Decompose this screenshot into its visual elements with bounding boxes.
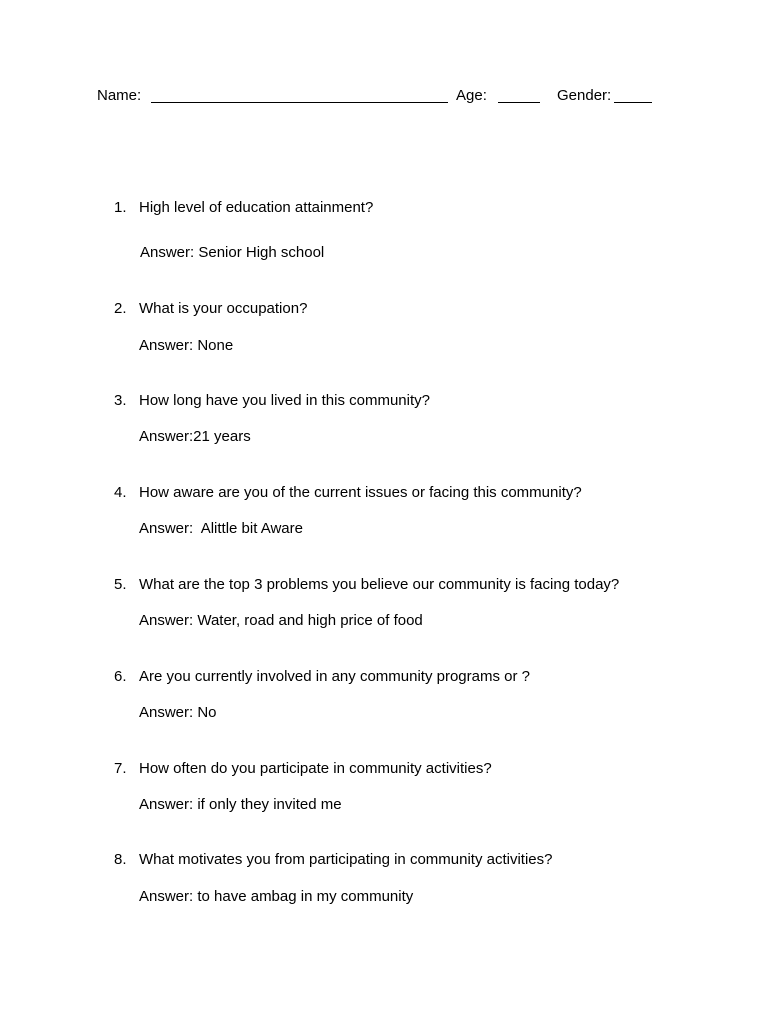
question-number: 7. [114,760,127,777]
answer-text: Answer: No [139,704,217,721]
question-number: 2. [114,300,127,317]
answer-text: Answer: None [139,337,234,354]
gender-label: Gender: [557,87,612,104]
answer-text: Answer: if only they invited me [139,796,342,813]
question-text: Are you currently involved in any community programs or ? [139,668,530,685]
gender-blank-line [614,102,652,103]
answer-text: Answer: Alittle bit Aware [139,520,303,537]
question-text: How long have you lived in this community? [139,392,430,409]
question-number: 8. [114,851,127,868]
question-number: 6. [114,668,127,685]
respondent-info-row [97,87,677,107]
question-text: What is your occupation? [139,300,308,317]
answer-text: Answer: to have ambag in my community [139,888,414,905]
question-text: What are the top 3 problems you believe our community is facing today? [139,576,620,593]
question-text: High level of education attainment? [139,199,374,216]
question-text: How aware are you of the current issues or facing this community? [139,484,582,501]
answer-text: Answer: Senior High school [140,244,325,261]
question-number: 3. [114,392,127,409]
name-label: Name: [97,87,142,104]
question-text: What motivates you from participating in community activities? [139,851,553,868]
question-number: 5. [114,576,127,593]
age-label: Age: [456,87,487,104]
question-number: 1. [114,199,127,216]
answer-text: Answer: Water, road and high price of food [139,612,423,629]
question-number: 4. [114,484,127,501]
question-text: How often do you participate in community activities? [139,760,492,777]
age-blank-line [498,102,540,103]
name-blank-line [151,102,448,103]
answer-text: Answer:21 years [139,428,251,445]
